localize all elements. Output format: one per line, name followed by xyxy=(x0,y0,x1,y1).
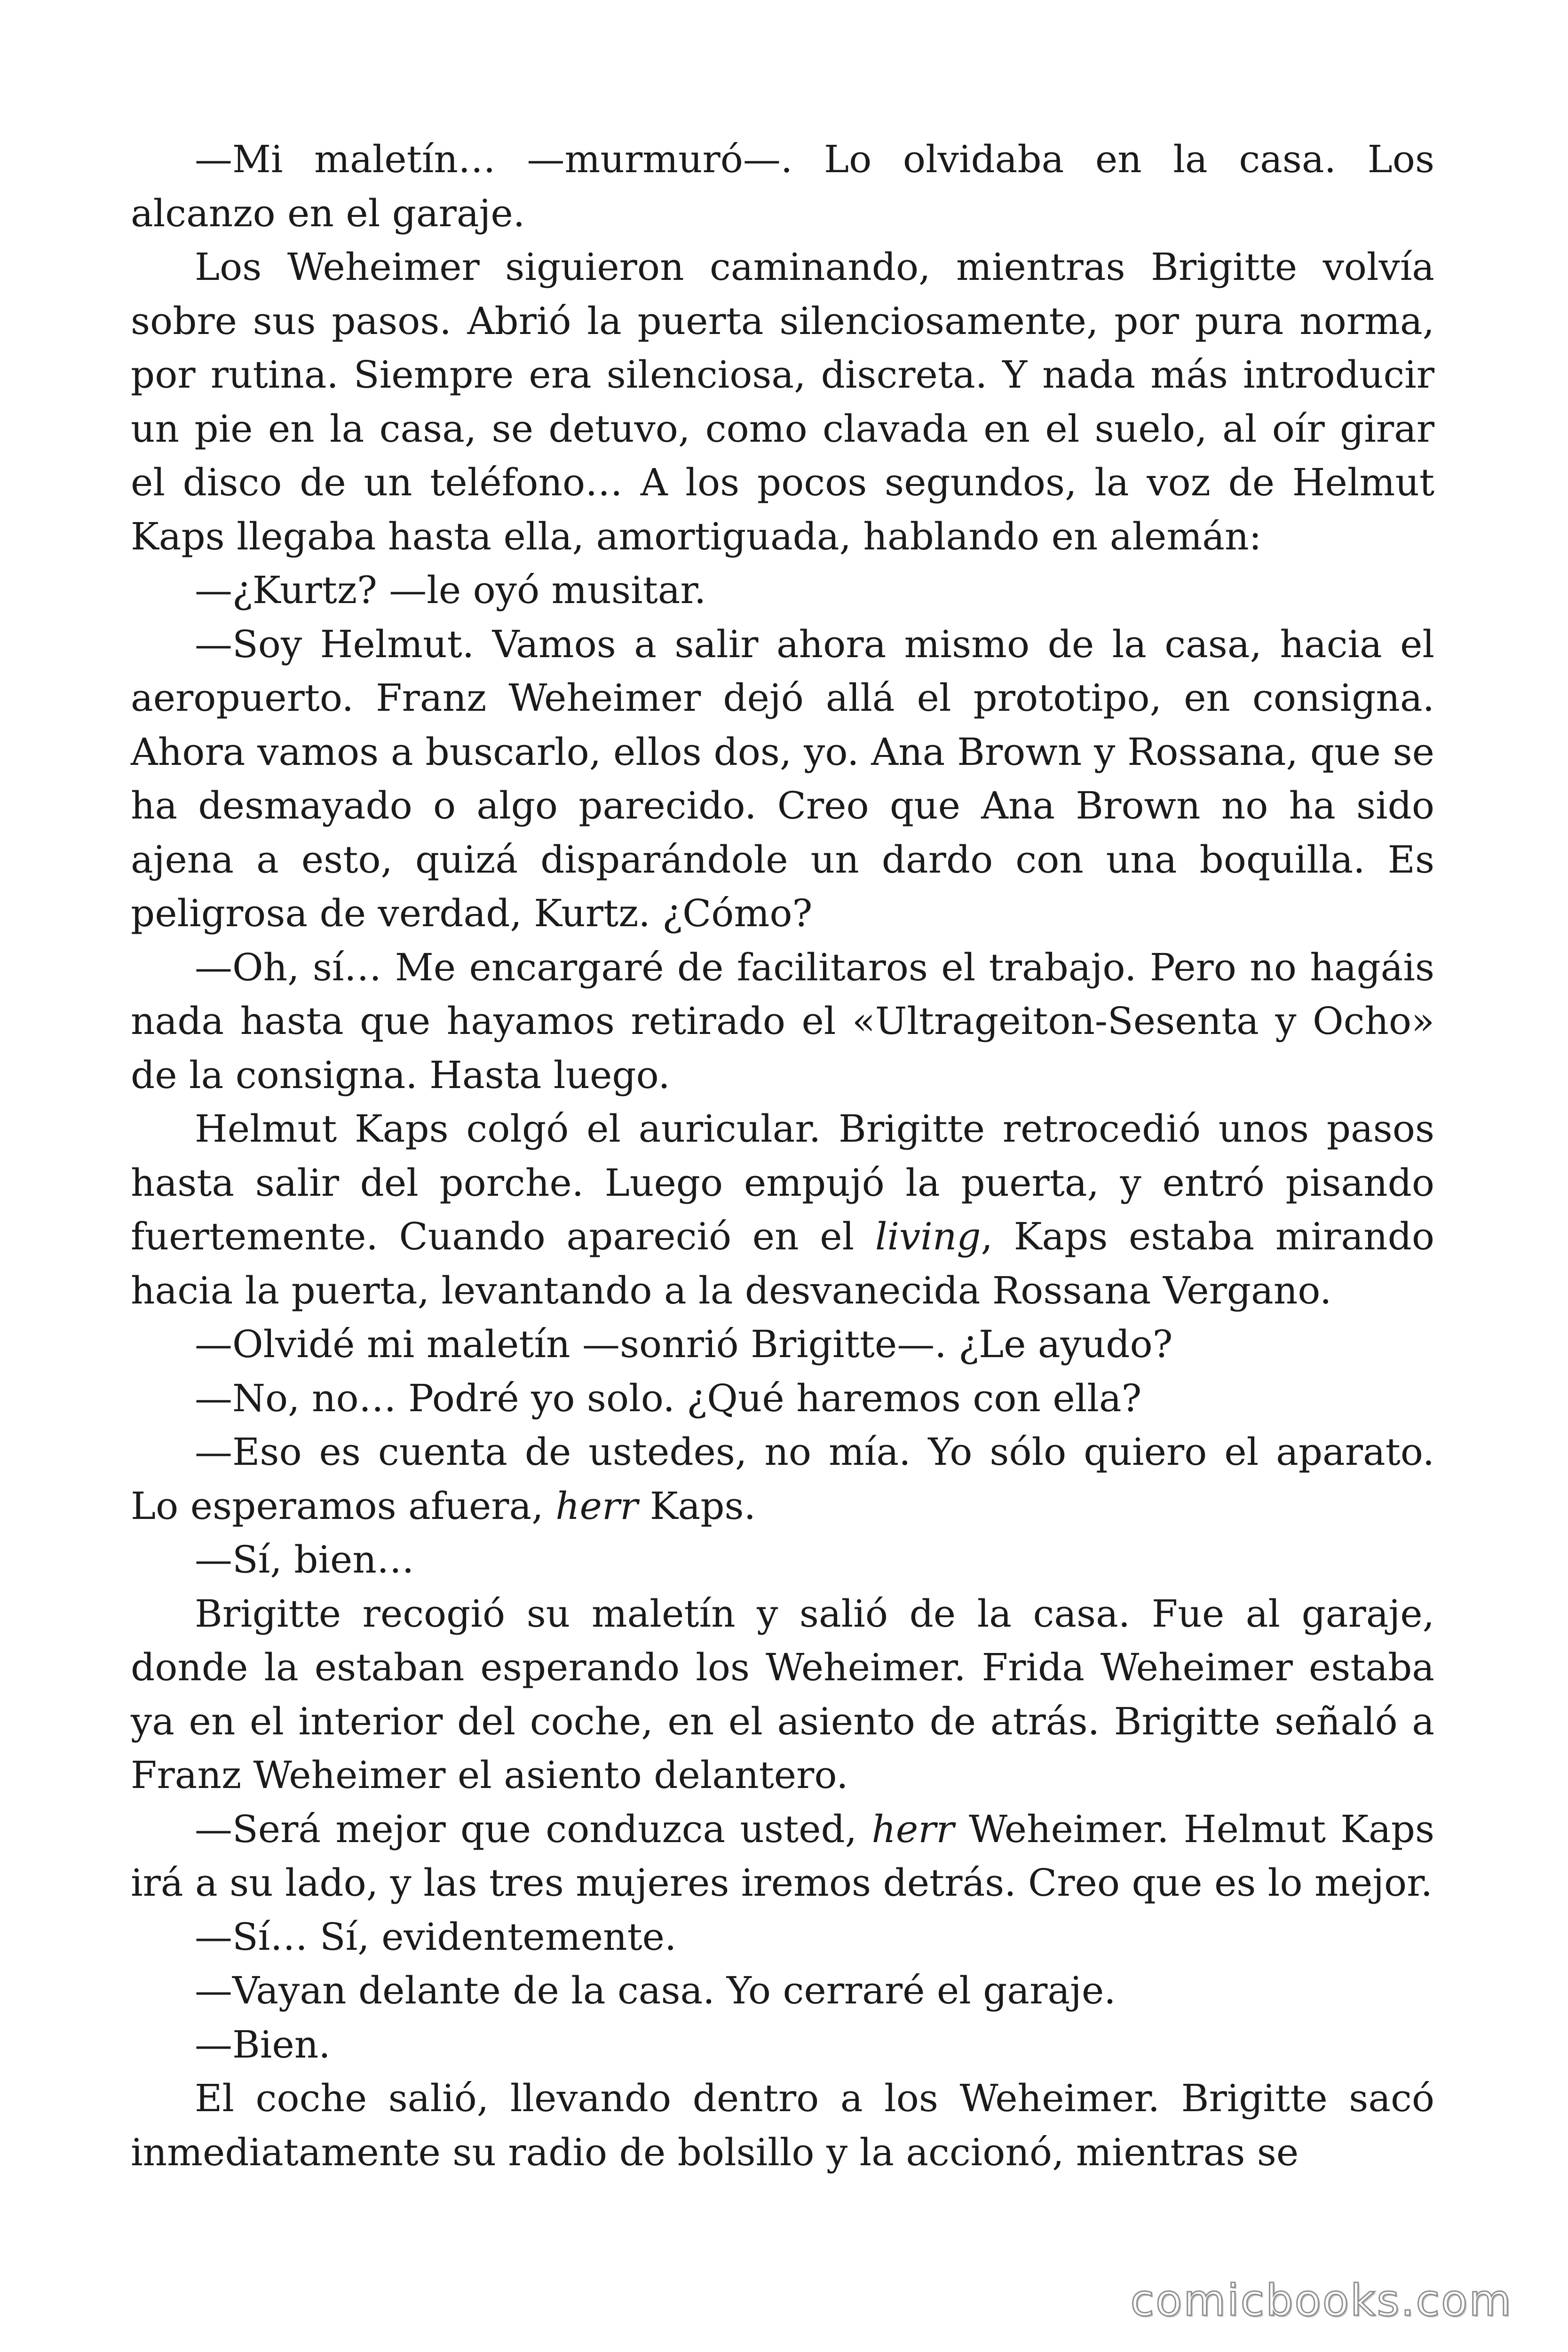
paragraph xyxy=(131,941,1434,1103)
paragraph xyxy=(131,618,1434,941)
text-run: —Oh, sí… Me encargaré de facilitaros el trabajo. Pero no hagáis nada hasta que hayamos retirado el «Ultrageiton-Sesenta y Ocho» de la consigna. Hasta luego. xyxy=(131,945,1434,1097)
text-run: El coche salió, llevando dentro a los Weheimer. Brigitte sacó inmediatamente su radio de bolsillo y la accionó, mientras se xyxy=(131,2076,1434,2174)
body-text xyxy=(131,133,1434,2179)
text-run: —Mi maletín… —murmuró—. Lo olvidaba en la casa. Los alcanzo en el garaje. xyxy=(131,137,1434,235)
paragraph xyxy=(131,1102,1434,1318)
paragraph xyxy=(131,1533,1434,1587)
paragraph xyxy=(131,1910,1434,1964)
text-run: Kaps. xyxy=(638,1484,756,1528)
text-run: Brigitte recogió su maletín y salió de la casa. Fue al garaje, donde la estaban esperando los Weheimer. Frida Weheimer estaba ya en el interior del coche, en el asiento de atrás. Brigitte señaló a Franz Weheimer el asiento delantero. xyxy=(131,1591,1434,1797)
text-run: —Será mejor que conduzca usted, xyxy=(195,1807,872,1851)
text-run: —Eso es cuenta de ustedes, no mía. Yo sólo quiero el aparato. Lo esperamos afuera, xyxy=(131,1430,1434,1528)
italic-word: herr xyxy=(871,1807,954,1851)
paragraph xyxy=(131,1803,1434,1910)
paragraph xyxy=(131,1425,1434,1533)
italic-word: living xyxy=(875,1215,981,1258)
paragraph xyxy=(131,133,1434,240)
text-run: Weheimer. Helmut Kaps irá a su lado, y las tres mujeres iremos detrás. Creo que es lo mejor. xyxy=(131,1807,1434,1905)
text-run: —Sí… Sí, evidentemente. xyxy=(195,1915,677,1959)
text-run: Helmut Kaps colgó el auricular. Brigitte retrocedió unos pasos hasta salir del porche. Luego empujó la puerta, y entró pisando fuertemente. Cuando apareció en el xyxy=(131,1107,1434,1258)
text-run: —Soy Helmut. Vamos a salir ahora mismo de la casa, hacia el aeropuerto. Franz Weheimer dejó allá el prototipo, en consigna. Ahora vamos a buscarlo, ellos dos, yo. Ana Brown y Rossana, que se ha desmayado o algo parecido. Creo que Ana Brown no ha sido ajena a esto, quizá disparándole un dardo con una boquilla. Es peligrosa de verdad, Kurtz. ¿Cómo? xyxy=(131,622,1434,935)
paragraph xyxy=(131,1587,1434,1803)
italic-word: herr xyxy=(555,1484,638,1528)
text-run: —Olvidé mi maletín —sonrió Brigitte—. ¿Le ayudo? xyxy=(195,1322,1173,1366)
paragraph xyxy=(131,1318,1434,1372)
paragraph xyxy=(131,2072,1434,2179)
text-run: , Kaps estaba mirando hacia la puerta, levantando a la desvanecida Rossana Vergano. xyxy=(131,1215,1435,1312)
text-run: —¿Kurtz? —le oyó musitar. xyxy=(195,568,706,612)
text-run: —Sí, bien… xyxy=(195,1538,414,1581)
watermark-logo: comicbooks.com xyxy=(1130,2275,1513,2326)
text-run: Los Weheimer siguieron caminando, mientras Brigitte volvía sobre sus pasos. Abrió la puerta silenciosamente, por pura norma, por rutina. Siempre era silenciosa, discreta. Y nada más introducir un pie en la casa, se detuvo, como clavada en el suelo, al oír girar el disco de un teléfono… A los pocos segundos, la voz de Helmut Kaps llegaba hasta ella, amortiguada, hablando en alemán: xyxy=(131,245,1434,558)
text-run: —No, no… Podré yo solo. ¿Qué haremos con ella? xyxy=(195,1376,1142,1420)
paragraph xyxy=(131,1372,1434,1426)
paragraph xyxy=(131,1964,1434,2018)
paragraph xyxy=(131,240,1434,564)
paragraph xyxy=(131,2018,1434,2072)
text-run: —Bien. xyxy=(195,2022,331,2066)
text-run: —Vayan delante de la casa. Yo cerraré el garaje. xyxy=(195,1969,1116,2012)
paragraph xyxy=(131,564,1434,618)
